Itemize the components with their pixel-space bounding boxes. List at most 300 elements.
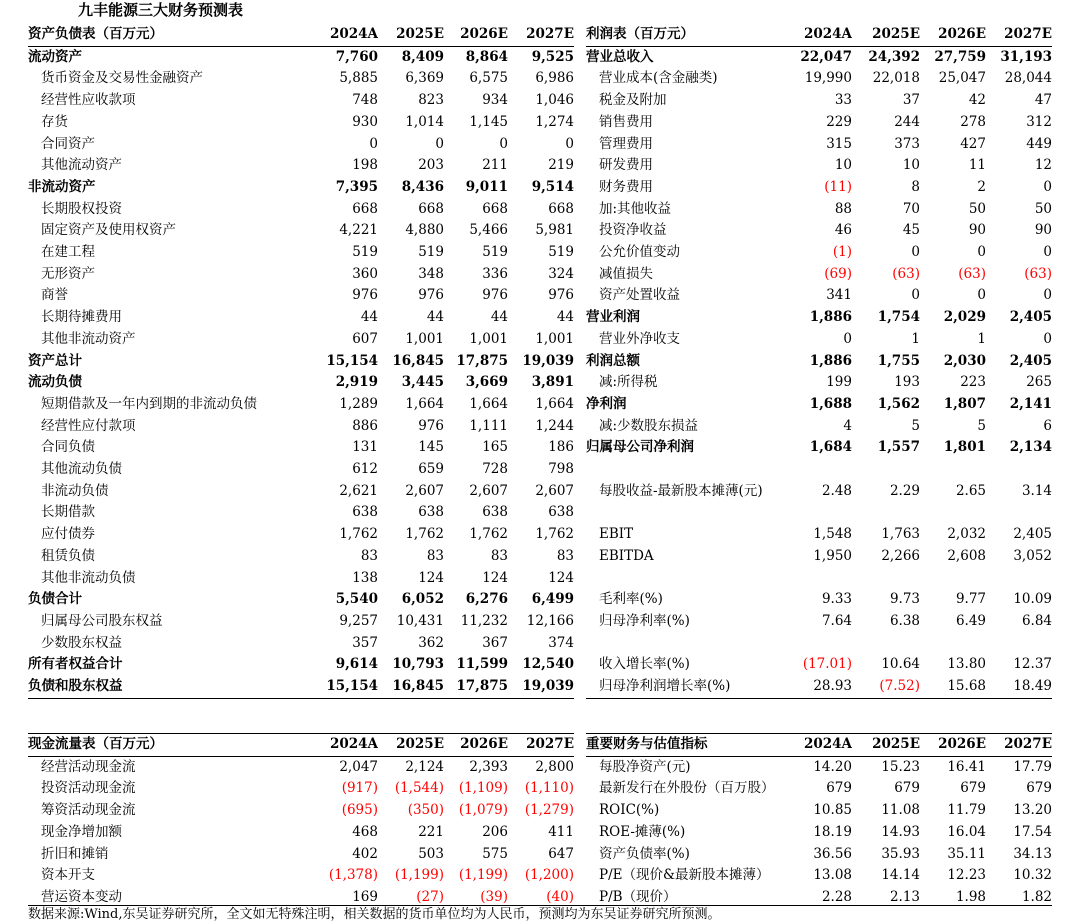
table-title: 现金流量表（百万元） [28, 736, 163, 752]
table-row [586, 351, 1052, 373]
value-cell: 638 [352, 504, 378, 521]
table-row [28, 177, 574, 199]
value-cell: 18.19 [813, 823, 852, 840]
value-cell: 1,684 [809, 439, 852, 456]
value-cell: 1,755 [877, 352, 920, 369]
value-cell: 6,369 [405, 70, 444, 87]
value-cell: 11,232 [460, 612, 508, 629]
row-label: 研发费用 [599, 157, 653, 174]
value-cell: 6,276 [465, 591, 508, 608]
row-label: 毛利率(%) [599, 591, 663, 608]
value-cell: 1,754 [877, 309, 920, 326]
value-cell: 1,664 [535, 395, 574, 412]
table-row [586, 285, 1052, 307]
table-row [28, 568, 574, 590]
value-cell: 90 [968, 222, 986, 239]
row-label: 营运资本变动 [41, 888, 122, 905]
table-row [28, 524, 574, 546]
table-row [28, 865, 574, 887]
value-cell: 976 [418, 417, 444, 434]
value-cell: 17,875 [456, 352, 508, 369]
value-cell: 5,981 [535, 222, 574, 239]
value-cell: 15,154 [326, 678, 378, 695]
value-cell: 5,466 [469, 222, 508, 239]
row-label: 折旧和摊销 [41, 845, 109, 862]
row-label [586, 568, 786, 590]
row-label: 经营性应付款项 [41, 417, 136, 434]
value-cell: 11 [968, 157, 986, 174]
row-label: 营业总收入 [586, 48, 654, 65]
table-row [28, 242, 574, 264]
value-cell: 934 [482, 92, 508, 109]
value-cell: 519 [352, 244, 378, 261]
value-cell: (63) [892, 265, 920, 282]
value-cell: 12,540 [522, 656, 574, 673]
value-cell: 35.93 [881, 845, 920, 862]
valuation-table [586, 733, 1052, 909]
value-cell: 265 [1026, 374, 1052, 391]
table-row [586, 372, 1052, 394]
column-header: 2024A [803, 26, 852, 42]
table-row [28, 654, 574, 676]
value-cell: 1,046 [535, 92, 574, 109]
row-label: ROE-摊薄(%) [599, 823, 686, 840]
value-cell: 4,880 [405, 222, 444, 239]
value-cell: 0 [911, 244, 920, 261]
value-cell: 12,166 [526, 612, 574, 629]
table-row [28, 134, 574, 156]
row-label [586, 502, 786, 524]
value-cell: 46 [834, 222, 852, 239]
page-title: 九丰能源三大财务预测表 [78, 1, 244, 19]
row-label: 公允价值变动 [599, 244, 680, 261]
value-cell: 2,405 [1009, 309, 1052, 326]
value-cell: 19,039 [522, 352, 574, 369]
table-row [586, 394, 1052, 416]
table-row [586, 112, 1052, 134]
value-cell: 31,193 [1000, 48, 1052, 65]
value-cell: 6.38 [889, 612, 920, 629]
value-cell: 1 [911, 330, 920, 347]
value-cell: 10.64 [881, 656, 920, 673]
value-cell: 203 [418, 157, 444, 174]
value-cell: 1,762 [339, 526, 378, 543]
value-cell: (350) [407, 802, 444, 819]
value-cell: 169 [352, 888, 378, 905]
row-label [586, 459, 786, 481]
value-cell: 668 [418, 200, 444, 217]
value-cell: 2.48 [821, 482, 852, 499]
row-label: 资本开支 [41, 867, 95, 884]
value-cell: (1,199) [458, 867, 508, 884]
value-cell: 0 [977, 287, 986, 304]
value-cell: 312 [1026, 113, 1052, 130]
table-row [28, 633, 574, 655]
value-cell: 679 [894, 780, 920, 797]
value-cell: 748 [352, 92, 378, 109]
row-label: 其他非流动负债 [41, 569, 136, 586]
table-header-row [28, 24, 574, 46]
value-cell: (40) [546, 888, 574, 905]
value-cell: 0 [435, 135, 444, 152]
value-cell: 16.04 [947, 823, 986, 840]
value-cell: 647 [548, 845, 574, 862]
value-cell: 2,047 [339, 758, 378, 775]
income-statement-table [586, 24, 1052, 699]
row-label: 投资净收益 [599, 222, 667, 239]
value-cell: 47 [1034, 92, 1052, 109]
table-title: 资产负债表（百万元） [28, 26, 163, 42]
value-cell: 44 [360, 309, 378, 326]
value-cell: 341 [826, 287, 852, 304]
row-label [586, 633, 786, 655]
value-cell: 9,614 [335, 656, 378, 673]
value-cell: 0 [565, 135, 574, 152]
value-cell: 1.98 [955, 888, 986, 905]
value-cell: 798 [548, 461, 574, 478]
table-row [586, 756, 1052, 778]
value-cell: 6.84 [1021, 612, 1052, 629]
value-cell: 3.14 [1021, 482, 1052, 499]
value-cell: 13.08 [813, 867, 852, 884]
value-cell: 2,607 [469, 482, 508, 499]
value-cell: 9,257 [339, 612, 378, 629]
value-cell: 2 [977, 178, 986, 195]
table-row [28, 307, 574, 329]
value-cell: (63) [1024, 265, 1052, 282]
value-cell: (1,110) [524, 780, 574, 797]
value-cell: 1,762 [535, 526, 574, 543]
value-cell: 5 [977, 417, 986, 434]
column-header: 2026E [460, 736, 508, 752]
value-cell [786, 568, 852, 590]
value-cell: 2,032 [947, 526, 986, 543]
value-cell: 2,029 [943, 309, 986, 326]
value-cell: 402 [352, 845, 378, 862]
value-cell: 19,039 [522, 678, 574, 695]
value-cell: 22,047 [800, 48, 852, 65]
table-row [28, 264, 574, 286]
table-row [586, 177, 1052, 199]
value-cell: 88 [834, 200, 852, 217]
value-cell: 244 [894, 113, 920, 130]
value-cell: 6,499 [531, 591, 574, 608]
value-cell: 976 [352, 287, 378, 304]
value-cell [986, 502, 1052, 524]
value-cell: 2,393 [469, 758, 508, 775]
value-cell: 638 [418, 504, 444, 521]
value-cell: 6,986 [535, 70, 574, 87]
value-cell: 25,047 [938, 70, 986, 87]
table-row [28, 589, 574, 611]
table-row [586, 90, 1052, 112]
table-row [28, 155, 574, 177]
value-cell [986, 459, 1052, 481]
value-cell: 50 [1034, 200, 1052, 217]
value-cell: 7,760 [335, 48, 378, 65]
value-cell: 728 [482, 461, 508, 478]
value-cell: 1,950 [813, 547, 852, 564]
table-row [586, 199, 1052, 221]
row-label: 长期借款 [41, 504, 95, 521]
value-cell: 449 [1026, 135, 1052, 152]
row-label: 非流动资产 [28, 178, 96, 195]
row-label: 负债和股东权益 [28, 678, 123, 695]
value-cell: 44 [490, 309, 508, 326]
row-label: 其他流动负债 [41, 461, 122, 478]
row-label: 减:所得税 [599, 374, 658, 391]
row-label: 所有者权益合计 [28, 656, 123, 673]
value-cell: 519 [548, 244, 574, 261]
column-header: 2024A [329, 736, 378, 752]
row-label: 归属母公司股东权益 [41, 612, 163, 629]
table-row [28, 437, 574, 459]
table-row [586, 546, 1052, 568]
value-cell: 2,134 [1009, 439, 1052, 456]
table-row [586, 416, 1052, 438]
row-label: 经营活动现金流 [41, 758, 136, 775]
value-cell: (1,378) [328, 867, 378, 884]
value-cell: 1,664 [405, 395, 444, 412]
value-cell: 35.11 [947, 845, 986, 862]
row-label: 加:其他收益 [599, 200, 672, 217]
value-cell: 1,014 [405, 113, 444, 130]
value-cell: 44 [556, 309, 574, 326]
value-cell: 668 [548, 200, 574, 217]
value-cell: 2.13 [889, 888, 920, 905]
table-row [28, 416, 574, 438]
value-cell: 13.80 [947, 656, 986, 673]
table-header-row [586, 734, 1052, 757]
value-cell: 211 [482, 157, 508, 174]
value-cell: 6,052 [401, 591, 444, 608]
value-cell: 50 [968, 200, 986, 217]
value-cell: 679 [960, 780, 986, 797]
table-row [586, 242, 1052, 264]
value-cell: 336 [482, 265, 508, 282]
value-cell: 3,669 [465, 374, 508, 391]
row-label: 资产负债率(%) [599, 845, 690, 862]
value-cell: 9.77 [955, 591, 986, 608]
value-cell: 9.33 [821, 591, 852, 608]
value-cell: 1,886 [809, 352, 852, 369]
value-cell: 1.82 [1021, 888, 1052, 905]
row-label: 收入增长率(%) [599, 656, 690, 673]
value-cell [920, 568, 986, 590]
value-cell: (1,079) [458, 802, 508, 819]
value-cell: 83 [360, 547, 378, 564]
table-row [586, 459, 1052, 481]
row-label: 流动负债 [28, 374, 82, 391]
value-cell: 607 [352, 330, 378, 347]
value-cell: 6.49 [955, 612, 986, 629]
value-cell: (695) [341, 802, 378, 819]
column-header: 2027E [526, 26, 574, 42]
value-cell: 138 [352, 569, 378, 586]
value-cell: 315 [826, 135, 852, 152]
table-row [28, 800, 574, 822]
value-cell: 5 [911, 417, 920, 434]
value-cell: 503 [418, 845, 444, 862]
table-row [586, 46, 1052, 68]
row-label: 每股净资产(元) [599, 758, 691, 775]
value-cell: 10 [834, 157, 852, 174]
value-cell: 679 [826, 780, 852, 797]
value-cell: 27,759 [934, 48, 986, 65]
value-cell [852, 633, 920, 655]
value-cell: 0 [369, 135, 378, 152]
value-cell: 12.23 [947, 867, 986, 884]
value-cell: 2,919 [335, 374, 378, 391]
value-cell: 14.14 [881, 867, 920, 884]
value-cell: 145 [418, 439, 444, 456]
row-label: EBIT [599, 526, 634, 543]
value-cell: 2,621 [339, 482, 378, 499]
value-cell: 16,845 [392, 352, 444, 369]
row-label: 营业外净收支 [599, 330, 680, 347]
value-cell: 0 [977, 244, 986, 261]
column-header: 2026E [938, 736, 986, 752]
value-cell: 9,525 [531, 48, 574, 65]
value-cell: 2,405 [1013, 526, 1052, 543]
row-label: 固定资产及使用权资产 [41, 222, 176, 239]
value-cell: 976 [418, 287, 444, 304]
value-cell: 124 [418, 569, 444, 586]
column-header: 2024A [803, 736, 852, 752]
value-cell: 83 [426, 547, 444, 564]
table-row [586, 524, 1052, 546]
row-label: 负债合计 [28, 591, 82, 608]
value-cell: 612 [352, 461, 378, 478]
value-cell: (39) [480, 888, 508, 905]
value-cell: 2,608 [947, 547, 986, 564]
value-cell: 575 [482, 845, 508, 862]
column-header: 2027E [1004, 26, 1052, 42]
value-cell: 1,001 [535, 330, 574, 347]
value-cell: 468 [352, 823, 378, 840]
value-cell: 70 [902, 200, 920, 217]
row-label: 货币资金及交易性金融资产 [41, 70, 203, 87]
value-cell: 33 [834, 92, 852, 109]
value-cell: 1,562 [877, 395, 920, 412]
cash-flow-table [28, 733, 574, 909]
value-cell: 1,001 [469, 330, 508, 347]
row-label: 其他非流动资产 [41, 330, 136, 347]
row-label: 长期待摊费用 [41, 309, 122, 326]
value-cell: 357 [352, 634, 378, 651]
value-cell: 11,599 [456, 656, 508, 673]
value-cell: 18.49 [1013, 678, 1052, 695]
value-cell [786, 633, 852, 655]
balance-sheet-table [28, 24, 574, 699]
table-row [586, 865, 1052, 887]
row-label: 经营性应收款项 [41, 92, 136, 109]
table-row [586, 481, 1052, 503]
table-header-row [586, 24, 1052, 46]
row-label: 归属母公司净利润 [586, 439, 694, 456]
value-cell: 2.65 [955, 482, 986, 499]
row-label: 利润总额 [586, 352, 640, 369]
column-header: 2025E [396, 736, 444, 752]
table-row [28, 481, 574, 503]
value-cell: 36.56 [813, 845, 852, 862]
value-cell: 15.68 [947, 678, 986, 695]
value-cell: 411 [548, 823, 574, 840]
row-label: 归母净利率(%) [599, 612, 690, 629]
value-cell: 5,885 [339, 70, 378, 87]
table-row [586, 264, 1052, 286]
table-row [586, 589, 1052, 611]
value-cell: 11.08 [881, 802, 920, 819]
value-cell: (27) [416, 888, 444, 905]
row-label: 净利润 [586, 395, 627, 412]
value-cell: 83 [490, 547, 508, 564]
source-note: 数据来源:Wind,东吴证券研究所，全文如无特殊注明，相关数据的货币单位均为人民币，预测均为东吴证券研究所预测。 [28, 907, 721, 922]
row-label: 筹资活动现金流 [41, 802, 136, 819]
value-cell: 1,807 [943, 395, 986, 412]
value-cell: (1,199) [394, 867, 444, 884]
row-label: 管理费用 [599, 135, 653, 152]
value-cell: 37 [902, 92, 920, 109]
value-cell: (1,544) [394, 780, 444, 797]
value-cell: 0 [843, 330, 852, 347]
value-cell: 4,221 [339, 222, 378, 239]
value-cell: 90 [1034, 222, 1052, 239]
value-cell: 11.79 [947, 802, 986, 819]
value-cell: 367 [482, 634, 508, 651]
value-cell: 1,289 [339, 395, 378, 412]
value-cell: 1,886 [809, 309, 852, 326]
row-label: 非流动负债 [41, 482, 109, 499]
value-cell: 1,763 [881, 526, 920, 543]
value-cell: 221 [418, 823, 444, 840]
value-cell: 976 [482, 287, 508, 304]
row-label: 商誉 [41, 287, 68, 304]
value-cell [986, 568, 1052, 590]
row-label: 应付债券 [41, 526, 95, 543]
table-row [586, 778, 1052, 800]
value-cell: 9,514 [531, 178, 574, 195]
table-row [586, 220, 1052, 242]
table-row [28, 844, 574, 866]
value-cell: (1,200) [524, 867, 574, 884]
value-cell: 0 [1043, 287, 1052, 304]
value-cell: 1,145 [469, 113, 508, 130]
value-cell: 348 [418, 265, 444, 282]
value-cell: 16.41 [947, 758, 986, 775]
column-header: 2027E [526, 736, 574, 752]
value-cell [986, 633, 1052, 655]
table-row [28, 112, 574, 134]
table-row [586, 68, 1052, 90]
table-row [586, 822, 1052, 844]
value-cell: 8,436 [401, 178, 444, 195]
value-cell: 22,018 [872, 70, 920, 87]
row-label: 租赁负债 [41, 547, 95, 564]
row-label: 每股收益-最新股本摊薄(元) [599, 482, 763, 499]
value-cell: 638 [482, 504, 508, 521]
value-cell: 519 [418, 244, 444, 261]
value-cell [852, 502, 920, 524]
column-header: 2027E [1004, 736, 1052, 752]
value-cell: 1,664 [469, 395, 508, 412]
value-cell: 324 [548, 265, 574, 282]
value-cell: 42 [968, 92, 986, 109]
table-row [28, 329, 574, 351]
value-cell: 24,392 [868, 48, 920, 65]
value-cell: 519 [482, 244, 508, 261]
value-cell: 7,395 [335, 178, 378, 195]
